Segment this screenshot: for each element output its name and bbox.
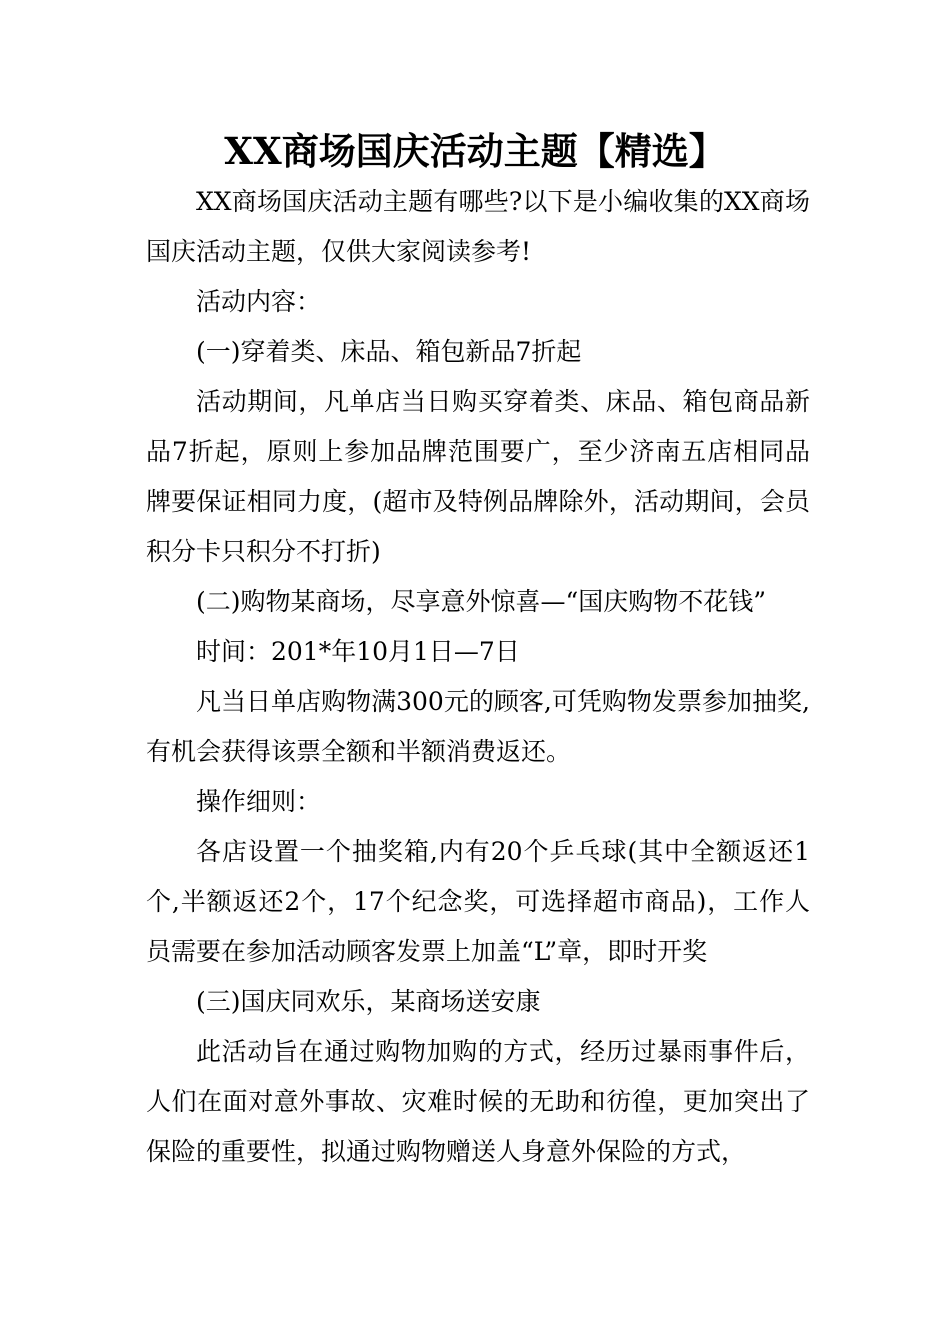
paragraph-intro: XX商场国庆活动主题有哪些?以下是小编收集的XX商场国庆活动主题，仅供大家阅读参考! [146, 187, 810, 266]
paragraph-section-2-body: 凡当日单店购物满300元的顾客,可凭购物发票参加抽奖,有机会获得该票全额和半额消费返还。 [146, 687, 810, 766]
paragraph-rules-body: 各店设置一个抽奖箱,内有20个乒乓球(其中全额返还1个,半额返还2个，17个纪念奖，可选择超市商品)，工作人员需要在参加活动顾客发票上加盖“L”章，即时开奖 [146, 837, 810, 966]
paragraph-section-1-heading: (一)穿着类、床品、箱包新品7折起 [196, 337, 582, 366]
document-title: XX商场国庆活动主题【精选】 [224, 129, 726, 173]
paragraph-rules-heading: 操作细则： [196, 787, 322, 816]
paragraph-section-2-time: 时间：201*年10月1日—7日 [196, 637, 520, 666]
paragraph-section-3-heading: (三)国庆同欢乐，某商场送安康 [196, 987, 541, 1016]
paragraph-section-2-heading: (二)购物某商场，尽享意外惊喜—“国庆购物不花钱” [196, 587, 767, 616]
document-body [146, 177, 810, 1177]
paragraph-activity-content-heading: 活动内容： [196, 287, 322, 316]
paragraph-section-3-body: 此活动旨在通过购物加购的方式，经历过暴雨事件后，人们在面对意外事故、灾难时候的无助和彷徨，更加突出了保险的重要性，拟通过购物赠送人身意外保险的方式， [146, 1037, 810, 1166]
paragraph-section-1-body: 活动期间，凡单店当日购买穿着类、床品、箱包商品新品7折起，原则上参加品牌范围要广，至少济南五店相同品牌要保证相同力度，(超市及特例品牌除外，活动期间，会员积分卡只积分不打折) [146, 387, 810, 566]
